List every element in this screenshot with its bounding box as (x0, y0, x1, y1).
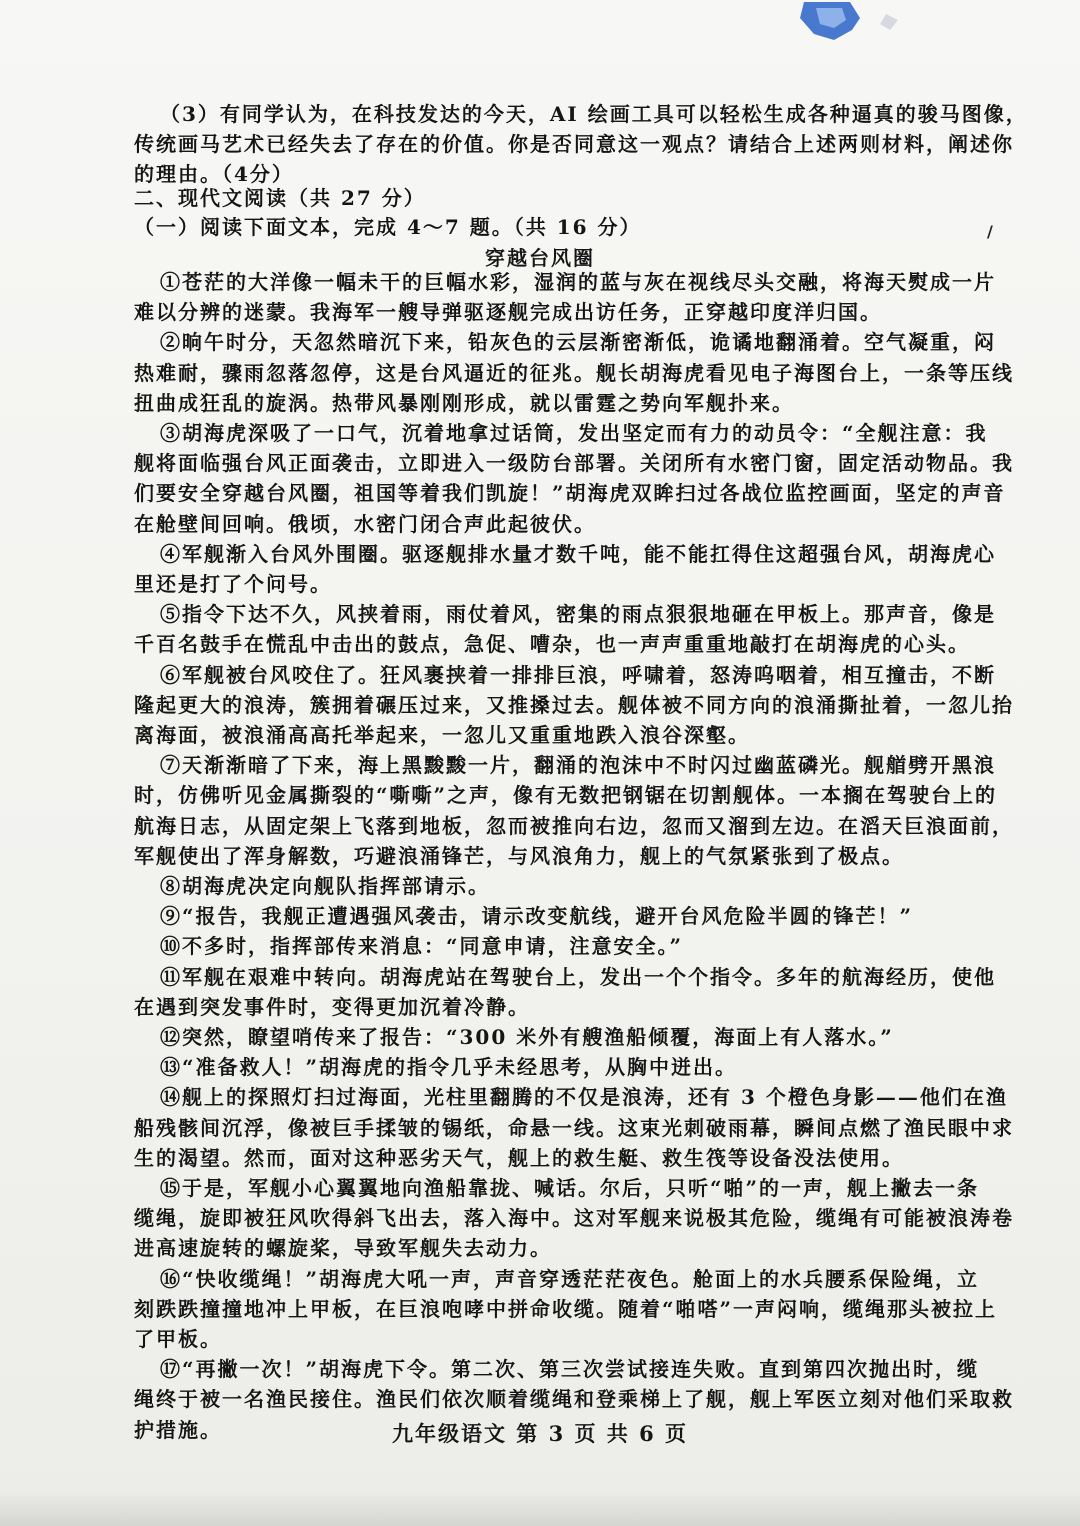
paragraph-7-line-4: 军舰使出了浑身解数，巧避浪涌锋芒，与风浪角力，舰上的气氛紧张到了极点。 (134, 844, 904, 868)
paragraph-3-line-3: 们要安全穿越台风圈，祖国等着我们凯旋！”胡海虎双眸扫过各战位监控画面，坚定的声音 (134, 481, 1006, 505)
passage-title: 穿越台风圈 (485, 246, 595, 270)
paragraph-2-line-3: 扭曲成狂乱的旋涡。热带风暴刚刚形成，就以雷霆之势向军舰扑来。 (134, 391, 794, 415)
paragraph-3-line-1: ③胡海虎深吸了一口气，沉着地拿过话筒，发出坚定而有力的动员令：“全舰注意：我 (160, 421, 988, 445)
scan-edge-shadow (0, 1490, 1080, 1526)
subsection-heading: （一）阅读下面文本，完成 4～7 题。（共 16 分） (134, 215, 642, 239)
paragraph-5-line-1: ⑤指令下达不久，风挟着雨，雨仗着风，密集的雨点狠狠地砸在甲板上。那声音，像是 (160, 602, 996, 626)
paragraph-14-line-2: 船残骸间沉浮，像被巨手揉皱的锡纸，命悬一线。这束光刺破雨幕，瞬间点燃了渔民眼中求 (134, 1116, 1014, 1140)
paragraph-9-line-1: ⑨“报告，我舰正遭遇强风袭击，请示改变航线，避开台风危险半圆的锋芒！” (160, 904, 914, 928)
paragraph-8-line-1: ⑧胡海虎决定向舰队指挥部请示。 (160, 874, 490, 898)
paragraph-6-line-3: 离海面，被浪涌高高托举起来，一忽儿又重重地跌入浪谷深壑。 (134, 723, 750, 747)
paragraph-11-line-2: 在遇到突发事件时，变得更加沉着冷静。 (134, 995, 530, 1019)
page-footer: 九年级语文 第 3 页 共 6 页 (391, 1421, 689, 1446)
paragraph-17-line-2: 绳终于被一名渔民接住。渔民们依次顺着缆绳和登乘梯上了舰，舰上军医立刻对他们采取救 (134, 1387, 1014, 1411)
paragraph-17-line-1: ⑰“再撇一次！”胡海虎下令。第二次、第三次尝试接连失败。直到第四次抛出时，缆 (160, 1357, 980, 1381)
paragraph-1-line-2: 难以分辨的迷蒙。我海军一艘导弹驱逐舰完成出访任务，正穿越印度洋归国。 (134, 300, 882, 324)
paragraph-2-line-2: 热难耐，骤雨忽落忽停，这是台风逼近的征兆。舰长胡海虎看见电子海图台上，一条等压线 (134, 361, 1014, 385)
paragraph-5-line-2: 千百名鼓手在慌乱中击出的鼓点，急促、嘈杂，也一声声重重地敲打在胡海虎的心头。 (134, 632, 970, 656)
paragraph-13-line-1: ⑬“准备救人！”胡海虎的指令几乎未经思考，从胸中迸出。 (160, 1055, 738, 1079)
question3-line-1: （3）有同学认为，在科技发达的今天，AI 绘画工具可以轻松生成各种逼真的骏马图像， (160, 102, 1028, 126)
paragraph-10-line-1: ⑩不多时，指挥部传来消息：“同意申请，注意安全。” (160, 934, 684, 958)
paragraph-4-line-1: ④军舰渐入台风外围圈。驱逐舰排水量才数千吨，能不能扛得住这超强台风，胡海虎心 (160, 542, 996, 566)
paragraph-7-line-2: 时，仿佛听见金属撕裂的“嘶嘶”之声，像有无数把钢锯在切割舰体。一本搁在驾驶台上的 (134, 783, 998, 807)
paragraph-4-line-2: 里还是打了个问号。 (134, 572, 332, 596)
pen-mark: / (987, 222, 993, 241)
paragraph-6-line-2: 隆起更大的浪涛，簇拥着碾压过来，又推搡过去。舰体被不同方向的浪涌撕扯着，一忽儿抬 (134, 693, 1014, 717)
paragraph-6-line-1: ⑥军舰被台风咬住了。狂风裹挟着一排排巨浪，呼啸着，怒涛呜咽着，相互撞击，不断 (160, 663, 996, 687)
paragraph-3-line-2: 舰将面临强台风正面袭击，立即进入一级防台部署。关闭所有水密门窗，固定活动物品。我 (134, 451, 1014, 475)
question3-line-2: 传统画马艺术已经失去了存在的价值。你是否同意这一观点？请结合上述两则材料，阐述你 (134, 132, 1014, 156)
paragraph-14-line-3: 生的渴望。然而，面对这种恶劣天气，舰上的救生艇、救生筏等设备没法使用。 (134, 1146, 904, 1170)
paragraph-2-line-1: ②晌午时分，天忽然暗沉下来，铅灰色的云层渐密渐低，诡谲地翻涌着。空气凝重，闷 (160, 330, 996, 354)
paragraph-15-line-3: 进高速旋转的螺旋桨，导致军舰失去动力。 (134, 1236, 552, 1260)
paragraph-11-line-1: ⑪军舰在艰难中转向。胡海虎站在驾驶台上，发出一个个指令。多年的航海经历，使他 (160, 965, 996, 989)
paragraph-1-line-1: ①苍茫的大洋像一幅未干的巨幅水彩，湿润的蓝与灰在视线尽头交融，将海天熨成一片 (160, 270, 996, 294)
paragraph-16-line-2: 刻跌跌撞撞地冲上甲板，在巨浪咆哮中拼命收缆。随着“啪嗒”一声闷响，缆绳那头被拉上 (134, 1297, 998, 1321)
paragraph-16-line-3: 了甲板。 (134, 1327, 222, 1351)
paragraph-15-line-1: ⑮于是，军舰小心翼翼地向渔船靠拢、喊话。尔后，只听“啪”的一声，舰上撇去一条 (160, 1176, 980, 1200)
paragraph-14-line-1: ⑭舰上的探照灯扫过海面，光柱里翻腾的不仅是浪涛，还有 3 个橙色身影——他们在渔 (160, 1085, 1008, 1109)
paragraph-3-line-4: 在舱壁间回响。俄顷，水密门闭合声此起彼伏。 (134, 512, 596, 536)
paragraph-17-line-3: 护措施。 (134, 1418, 222, 1442)
paragraph-7-line-1: ⑦天渐渐暗了下来，海上黑黢黢一片，翻涌的泡沫中不时闪过幽蓝磷光。舰艏劈开黑浪 (160, 753, 996, 777)
section-heading: 二、现代文阅读（共 27 分） (134, 186, 426, 210)
paragraph-16-line-1: ⑯“快收缆绳！”胡海虎大吼一声，声音穿透茫茫夜色。舱面上的水兵腰系保险绳，立 (160, 1267, 980, 1291)
paragraph-12-line-1: ⑫突然，瞭望哨传来了报告：“300 米外有艘渔船倾覆，海面上有人落水。” (160, 1025, 894, 1049)
question3-line-3: 的理由。（4分） (134, 162, 294, 186)
paragraph-15-line-2: 缆绳，旋即被狂风吹得斜飞出去，落入海中。这对军舰来说极其危险，缆绳有可能被浪涛卷 (134, 1206, 1014, 1230)
paragraph-7-line-3: 航海日志，从固定架上飞落到地板，忽而被推向右边，忽而又溜到左边。在滔天巨浪面前， (134, 814, 1014, 838)
blue-smudge-mark (790, 0, 910, 52)
